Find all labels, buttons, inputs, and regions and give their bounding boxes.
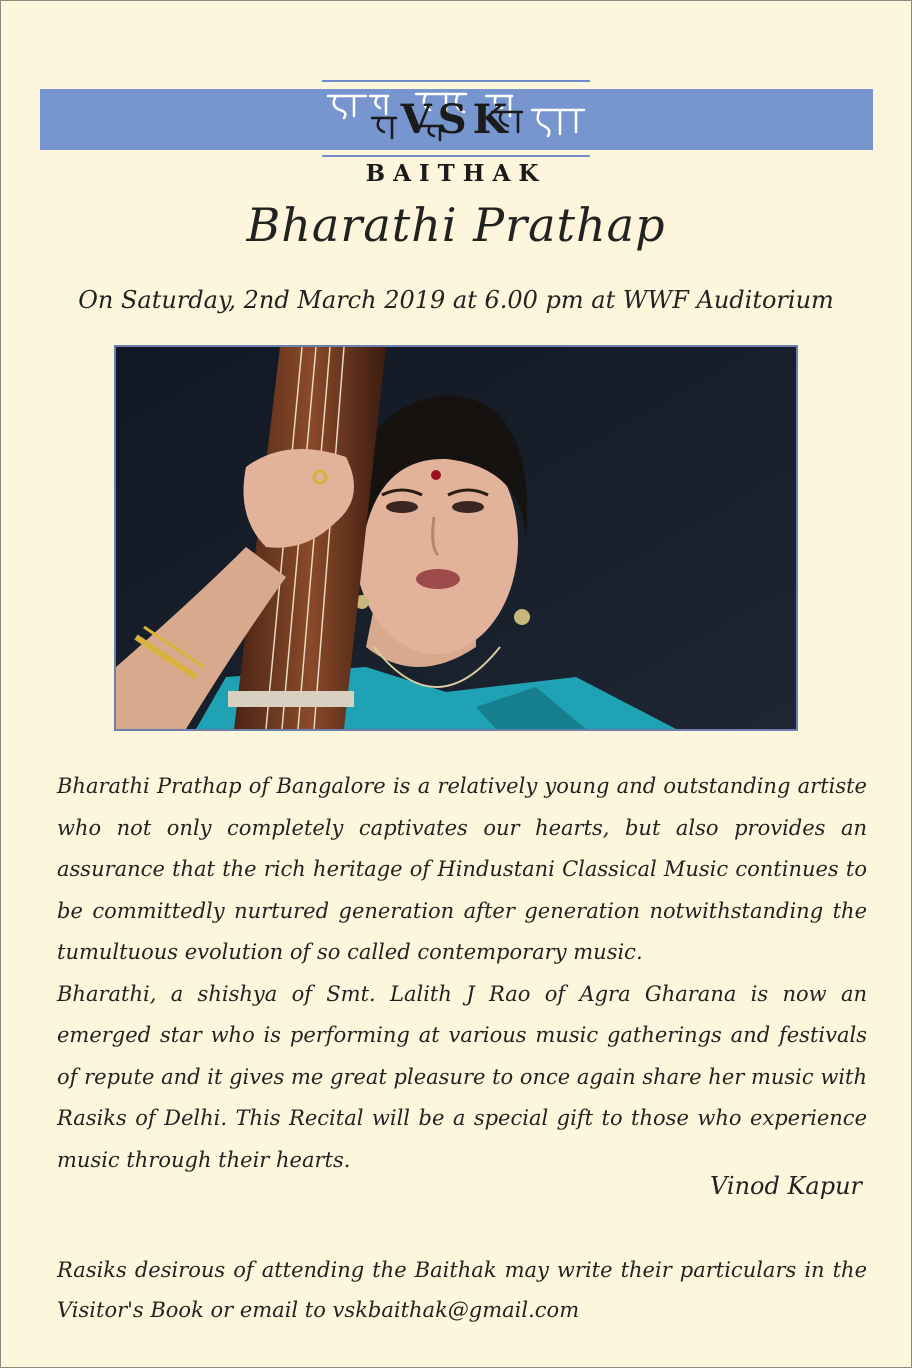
description-paragraph-1: Bharathi Prathap of Bangalore is a relatively young and outstanding artiste who not only completely captivates our hearts, but also provides an assurance that the rich heritage of Hindustani Classical Music continues to be committedly nurtured generation after generation notwithstanding the tumultuous evolution of so called contemporary music. bbox=[57, 774, 867, 964]
artist-title: Bharathi Prathap bbox=[246, 198, 666, 252]
signature: Vinod Kapur bbox=[709, 1172, 862, 1200]
artist-description bbox=[57, 766, 867, 1181]
footer-note bbox=[57, 1250, 867, 1330]
logo-rule-bottom bbox=[322, 155, 590, 157]
event-schedule: On Saturday, 2nd March 2019 at 6.00 pm at WWF Auditorium bbox=[78, 286, 834, 314]
artist-photo bbox=[114, 345, 798, 731]
logo-vsk-text: VSK bbox=[400, 96, 514, 143]
description-paragraph-2: Bharathi, a shishya of Smt. Lalith J Rao of Agra Gharana is now an emerged star who is performing at various music gatherings and festivals of repute and it gives me great pleasure to once again share her music with Rasiks of Delhi. This Recital will be a special gift to those who experience music through their hearts. bbox=[57, 981, 867, 1172]
artist-photo-illustration bbox=[116, 347, 796, 729]
footer-note-text: Rasiks desirous of attending the Baithak may write their particulars in the Visitor's Book or email to vskbaithak@gmail.com bbox=[57, 1258, 867, 1322]
logo-baithak-text: BAITHAK bbox=[365, 160, 547, 187]
logo-rule-top bbox=[322, 80, 590, 82]
